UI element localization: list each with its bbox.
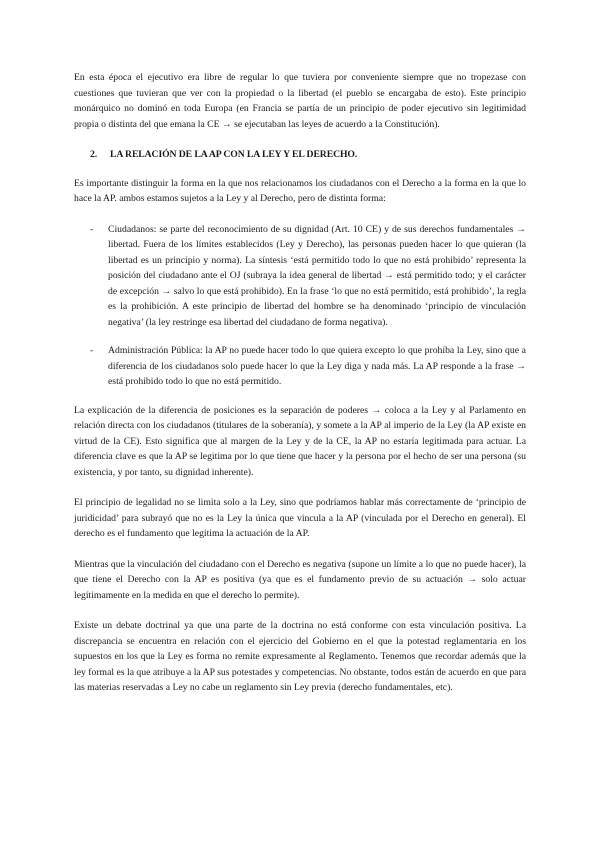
- list-item-ciudadanos: [74, 222, 526, 331]
- intro-paragraph: En esta época el ejecutivo era libre de regular lo que tuviera por conveniente siempre que no tropezase con cuestiones que tuvieran que ver con la propiedad o la libertad (el pueblo se encargaba de esto). Este principio monárquico no dominó en toda Europa (en Francia se partía de un principio de poder ejecutivo sin legitimidad propia o distinta del que emana la CE → se ejecutaban las leyes de acuerdo a la Constitución).: [74, 72, 526, 130]
- paragraph-distinction: Es importante distinguir la forma en la que nos relacionamos los ciudadanos con el Derecho a la forma en la que lo hace la AP. ambos estamos sujetos a la Ley y al Derecho, pero de distinta forma:: [74, 177, 526, 204]
- bullet-list: [74, 222, 526, 390]
- paragraph-doctrinal-debate: Existe un debate doctrinal ya que una parte de la doctrina no está conforme con esta vinculación positiva. La discrepancia se encuentra en relación con el ejercicio del Gobierno en el que la potestad reglamentaria en los supuestos en los que la Ley es forma no remite expresamente al Reglamento. Tenemos que recordar además que la ley formal es la que atribuye a la AP sus potestades y competencias. No obstante, todos están de acuerdo en que para las materias reservadas a Ley no cabe un reglamento sin Ley previa (derecho fundamentales, etc).: [74, 620, 526, 693]
- paragraph-separation-of-powers: La explicación de la diferencia de posiciones es la separación de poderes → coloca a la Ley y al Parlamento en relación directa con los ciudadanos (titulares de la soberanía), y somete a la AP al imperio de la Ley (la AP existe en virtud de la CE). Esto significa que al margen de la Ley y de la CE, la AP no estaría legitimada para actuar. La diferencia clave es que la AP se legitima por lo que tiene que hacer y la persona por el hecho de ser una persona (su existencia, y por tanto, su dignidad inherente).: [74, 404, 526, 478]
- list-item-text: Administración Pública: la AP no puede hacer todo lo que quiera excepto lo que prohíba la Ley, sino que a diferencia de los ciudadanos solo puede hacer lo que la Ley diga y nada más. La AP responde a la frase → está prohibido todo lo que no está permitido.: [108, 345, 526, 387]
- section-title: LA RELACIÓN DE LA AP CON LA LEY Y EL DERECHO.: [110, 149, 358, 160]
- document-body: [74, 70, 526, 696]
- list-item-administracion: [74, 343, 526, 390]
- paragraph-legality-principle: El principio de legalidad no se limita solo a la Ley, sino que podríamos hablar más correctamente de ‘principio de juridicidad’ para subrayó que no es la Ley la única que vincula a la AP (vinculada por el Derecho en general). El derecho es el fundamento que legitima la actuación de la AP.: [74, 497, 526, 539]
- dash-bullet-icon: -: [90, 223, 94, 235]
- section-number: 2.: [90, 149, 98, 160]
- section-heading: [90, 147, 526, 163]
- paragraph-vinculation: Mientras que la vinculación del ciudadano con el Derecho es negativa (supone un límite a lo que no puede hacer), la que tiene el Derecho con la AP es positiva (ya que es el fundamento previo de su actuación → solo actuar legítimamente en la medida en que el derecho lo permite).: [74, 558, 526, 601]
- dash-bullet-icon: -: [90, 345, 94, 356]
- list-item-text: Ciudadanos: se parte del reconocimiento de su dignidad (Art. 10 CE) y de sus derechos fundamentales → libertad. Fuera de los límites establecidos (Ley y Derecho), las personas pueden hacer lo que quieran (la libertad es un principio y norma). La síntesis ‘está permitido todo lo que no está prohibido’ representa la posición del ciudadano ante el OJ (subraya la idea general de libertad → está permitido todo; y el carácter de excepción → salvo lo que está prohibido). En la frase ‘lo que no está permitido, está prohibido’, la regla es la prohibición. A este principio de libertad del hombre se ha denominado ‘principio de vinculación negativa’ (la ley restringe esa libertad del ciudadano de forma negativa).: [108, 223, 526, 328]
